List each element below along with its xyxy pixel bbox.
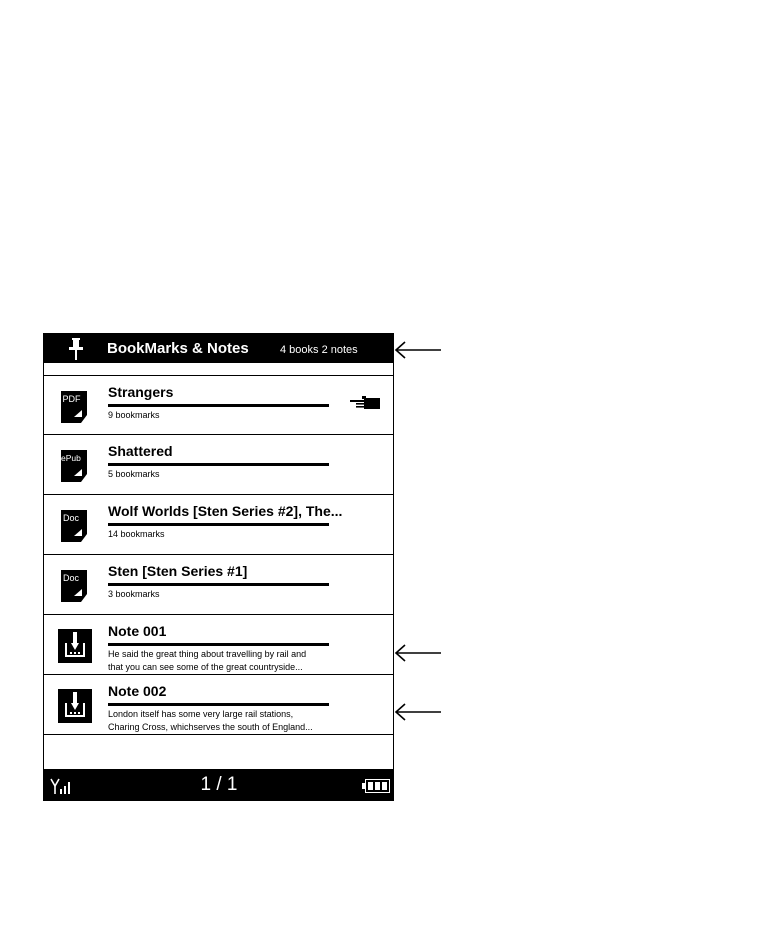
item-divider — [108, 404, 329, 407]
list-item-book-1[interactable] — [44, 375, 393, 435]
note-icon — [58, 689, 92, 723]
list-item-note-1[interactable] — [44, 615, 393, 675]
item-divider — [108, 523, 329, 526]
list-item-book-4[interactable] — [44, 555, 393, 615]
status-bar — [44, 769, 393, 800]
callout-arrow-icon — [393, 643, 443, 663]
note-preview-line-2: that you can see some of the great countryside... — [108, 662, 303, 672]
doc-file-icon — [60, 509, 90, 543]
item-subtitle: 5 bookmarks — [108, 469, 160, 479]
pointing-hand-icon — [350, 396, 382, 410]
note-preview-line-1: He said the great thing about travelling by rail and — [108, 649, 307, 659]
svg-text:Doc: Doc — [63, 513, 80, 523]
item-subtitle: 14 bookmarks — [108, 529, 165, 539]
note-icon — [58, 629, 92, 663]
svg-text:PDF: PDF — [62, 394, 81, 404]
item-subtitle: 9 bookmarks — [108, 410, 160, 420]
item-title: Shattered — [108, 443, 173, 459]
svg-text:Doc: Doc — [63, 573, 80, 583]
item-divider — [108, 583, 329, 586]
pdf-file-icon — [60, 390, 90, 424]
item-title: Sten [Sten Series #1] — [108, 563, 248, 579]
doc-file-icon — [60, 569, 90, 603]
page-indicator: 1 / 1 — [200, 774, 238, 795]
item-title: Wolf Worlds [Sten Series #2], The... — [108, 503, 343, 519]
item-divider — [108, 703, 329, 706]
pushpin-icon — [66, 337, 86, 361]
list-item-book-3[interactable] — [44, 495, 393, 555]
battery-icon — [362, 779, 390, 793]
item-title: Strangers — [108, 384, 174, 400]
note-preview-line-2: Charing Cross, whichserves the south of England... — [108, 722, 313, 732]
header-bar — [44, 334, 393, 363]
note-preview-line-1: London itself has some very large rail stations, — [108, 709, 294, 719]
callout-arrow-icon — [393, 702, 443, 722]
list-item-book-2[interactable] — [44, 435, 393, 495]
list-item-note-2[interactable] — [44, 675, 393, 735]
item-title: Note 001 — [108, 623, 167, 639]
epub-file-icon — [60, 449, 90, 483]
item-divider — [108, 643, 329, 646]
item-title: Note 002 — [108, 683, 167, 699]
signal-icon — [50, 778, 74, 794]
page-title: BookMarks & Notes — [107, 340, 249, 357]
svg-text:ePub: ePub — [61, 453, 81, 463]
bookmarks-screen — [43, 333, 394, 801]
bookmark-list — [44, 375, 393, 735]
item-subtitle: 3 bookmarks — [108, 589, 160, 599]
item-divider — [108, 463, 329, 466]
callout-arrow-icon — [393, 340, 443, 360]
item-count: 4 books 2 notes — [280, 344, 358, 356]
